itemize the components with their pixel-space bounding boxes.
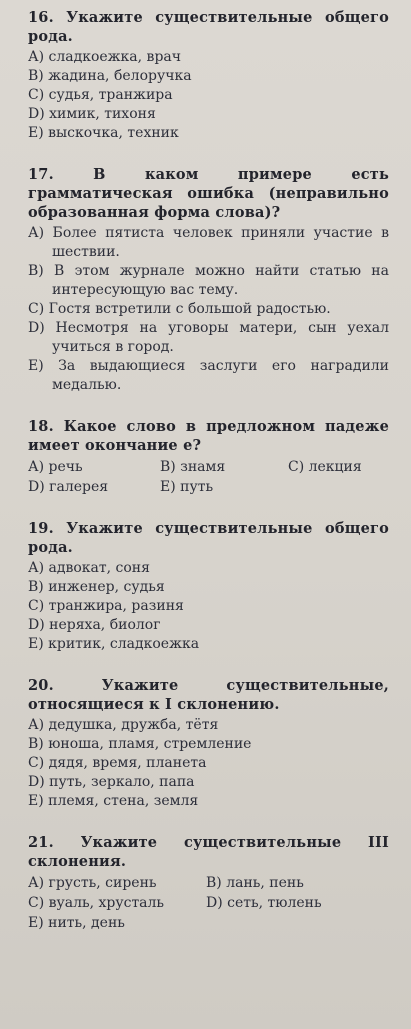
answer-option-b[interactable]: В) лань, пень <box>206 875 304 891</box>
answer-option-c[interactable]: С) дядя, время, планета <box>28 755 207 771</box>
answer-option-e[interactable]: Е) критик, сладкоежка <box>28 636 200 652</box>
question-title: 21. Укажите существительные III склонения. <box>28 834 389 870</box>
answer-grid <box>28 457 389 497</box>
answer-option-e[interactable]: Е) путь <box>160 479 214 495</box>
answer-option-d[interactable]: D) сеть, тюлень <box>206 895 322 911</box>
question-title: 19. Укажите существительные общего рода. <box>28 520 389 556</box>
answer-option-d[interactable]: D) химик, тихоня <box>28 106 156 122</box>
answer-option-c[interactable]: С) Гостя встретили с большой радостью. <box>28 301 331 317</box>
divider <box>28 507 389 519</box>
question-18 <box>28 417 389 497</box>
question-17 <box>28 165 389 395</box>
answer-option-b[interactable]: В) инженер, судья <box>28 579 165 595</box>
answer-option-c[interactable]: С) судья, транжира <box>28 87 173 103</box>
answer-option-d[interactable]: D) неряха, биолог <box>28 617 161 633</box>
answer-option-b[interactable]: В) жадина, белоручка <box>28 68 192 84</box>
answer-option-c[interactable]: С) вуаль, хрусталь <box>28 895 165 911</box>
divider <box>28 153 389 165</box>
question-title: 16. Укажите существительные общего рода. <box>28 9 389 45</box>
answer-option-a[interactable]: А) Более пятиста человек приняли участие в шествии. <box>28 225 389 260</box>
question-20 <box>28 676 389 811</box>
question-title: 17. В каком примере есть грамматическая ошибка (неправильно образованная форма слова)? <box>28 166 389 221</box>
answer-option-a[interactable]: А) сладкоежка, врач <box>28 49 182 65</box>
answer-option-b[interactable]: В) В этом журнале можно найти статью на интересующую вас тему. <box>28 263 389 298</box>
question-19 <box>28 519 389 654</box>
answer-option-b[interactable]: В) юноша, пламя, стремление <box>28 736 252 752</box>
divider <box>28 664 389 676</box>
answer-option-a[interactable]: А) дедушка, дружба, тётя <box>28 717 219 733</box>
answer-option-e[interactable]: Е) племя, стена, земля <box>28 793 199 809</box>
answer-option-e[interactable]: Е) За выдающиеся заслуги его наградили медалью. <box>28 358 389 393</box>
divider <box>28 405 389 417</box>
answer-option-e[interactable]: Е) нить, день <box>28 915 125 931</box>
answer-option-e[interactable]: Е) выскочка, техник <box>28 125 179 141</box>
question-16 <box>28 8 389 143</box>
answer-option-d[interactable]: D) путь, зеркало, папа <box>28 774 195 790</box>
answer-option-c[interactable]: С) лекция <box>288 459 362 475</box>
answer-option-a[interactable]: А) адвокат, соня <box>28 560 150 576</box>
question-title: 20. Укажите существительные, относящиеся к I склонению. <box>28 677 389 713</box>
answer-option-d[interactable]: D) Несмотря на уговоры матери, сын уехал учиться в город. <box>28 320 389 355</box>
answer-option-d[interactable]: D) галерея <box>28 479 109 495</box>
answer-grid <box>28 873 389 933</box>
answer-option-a[interactable]: А) грусть, сирень <box>28 875 157 891</box>
question-21 <box>28 833 389 933</box>
answer-option-c[interactable]: С) транжира, разиня <box>28 598 184 614</box>
answer-option-a[interactable]: А) речь <box>28 459 83 475</box>
divider <box>28 821 389 833</box>
question-title: 18. Какое слово в предложном падеже имеет окончание е? <box>28 418 389 454</box>
answer-option-b[interactable]: В) знамя <box>160 459 226 475</box>
